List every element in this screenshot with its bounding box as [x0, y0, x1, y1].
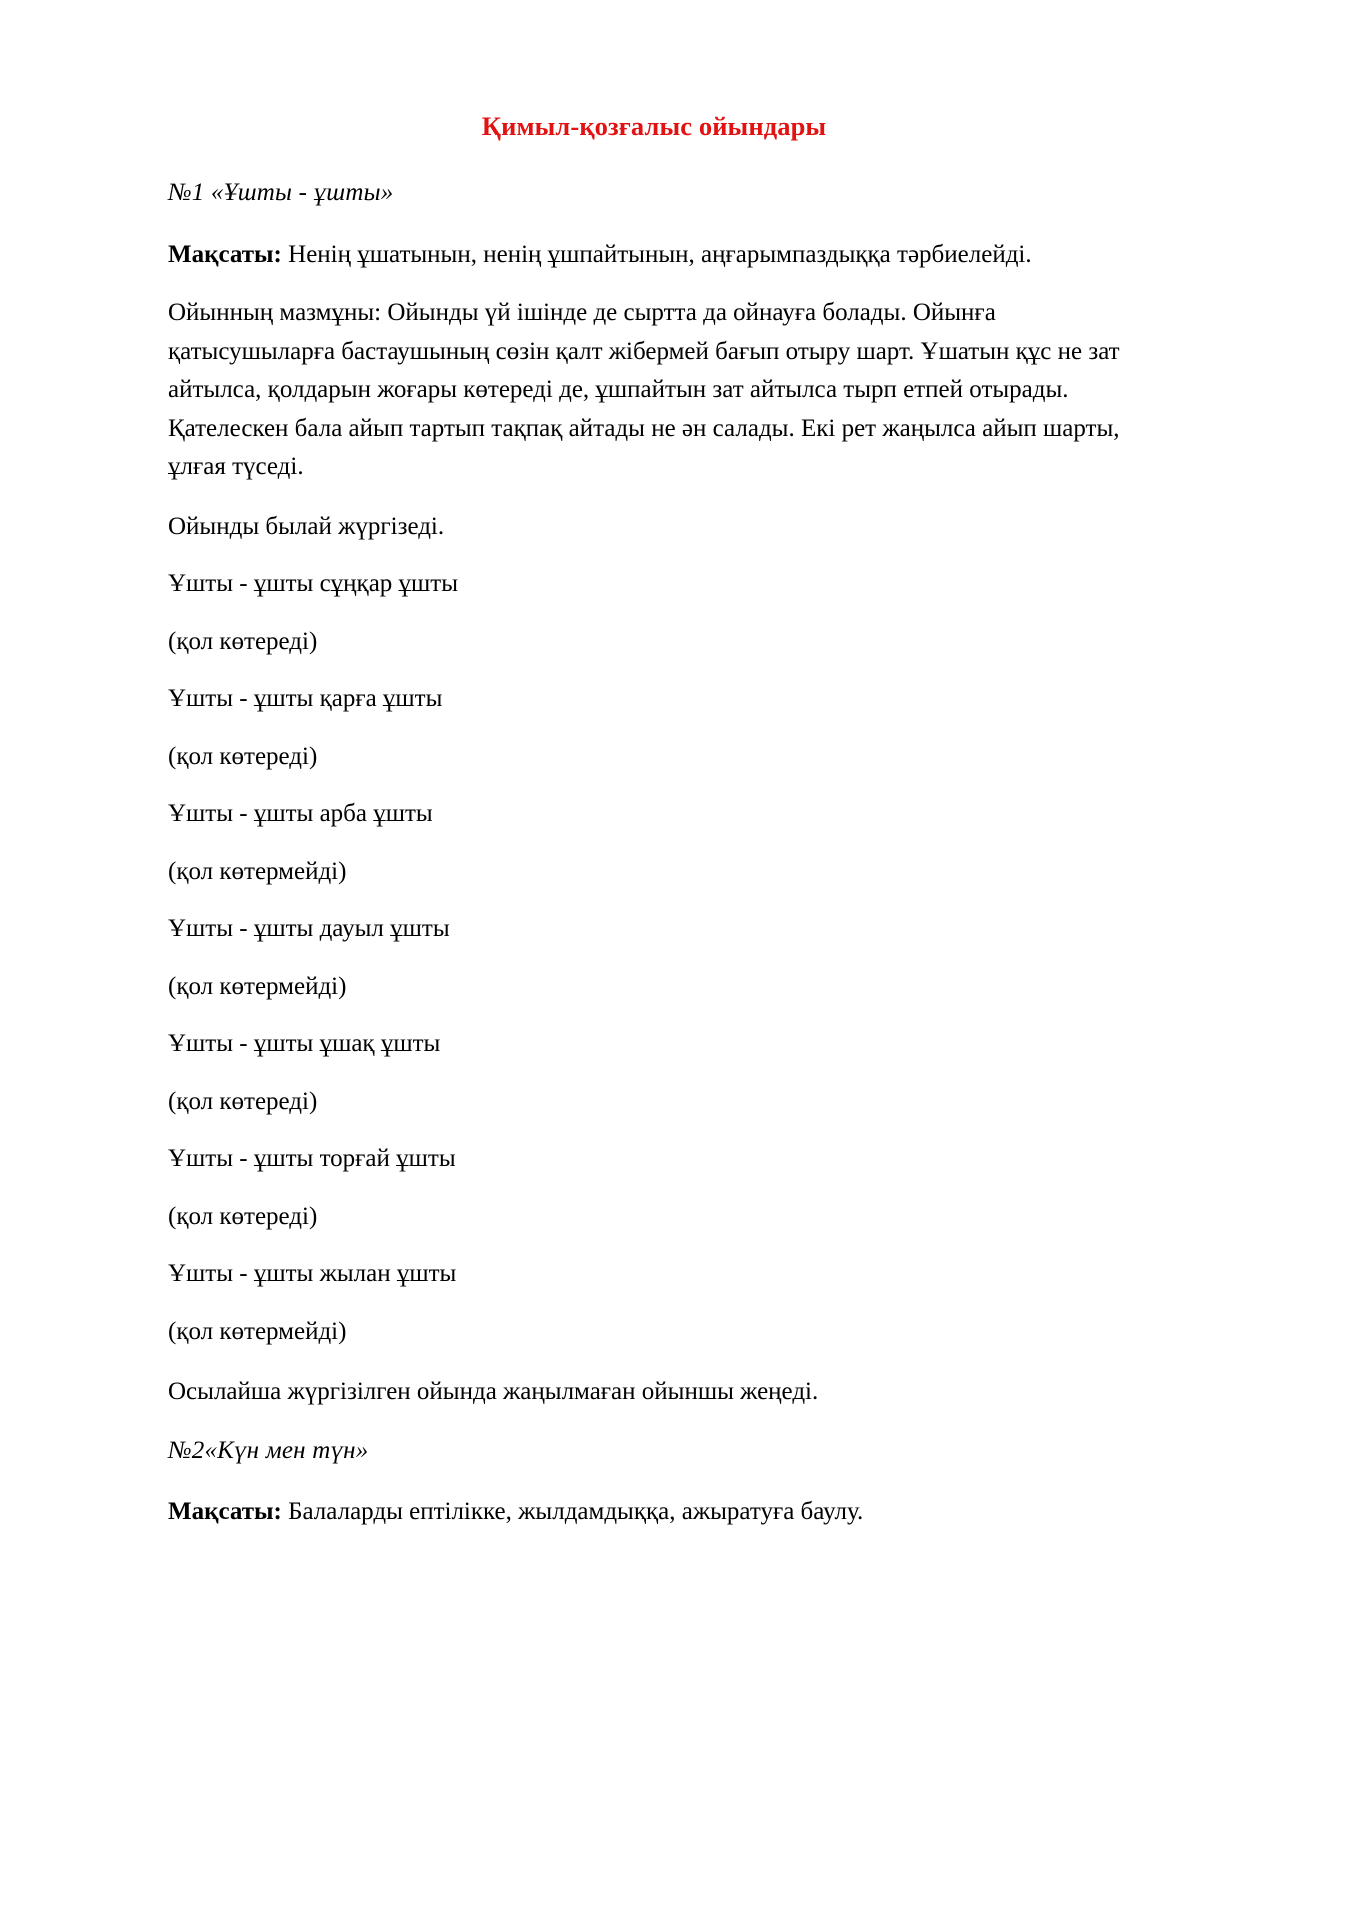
game-2-heading: №2«Күн мен түн»: [168, 1436, 369, 1464]
chant-call: Ұшты - ұшты ұшақ ұшты: [168, 1030, 441, 1058]
page-title: Қимыл-қозғалыс ойындары: [481, 111, 827, 141]
game-1-content-label: Ойынның мазмұны:: [168, 299, 382, 327]
chant-action: (қол көтермейді): [168, 857, 347, 885]
game-1-intro-line: Ойынды былай жүргізеді.: [168, 512, 445, 540]
game-2-goal-label: Мақсаты:: [168, 1498, 282, 1526]
chant-action: (қол көтереді): [168, 627, 318, 655]
game-2-goal-paragraph: [168, 1493, 1140, 1531]
chant-call: Ұшты - ұшты дауыл ұшты: [168, 915, 450, 943]
chant-action: (қол көтереді): [168, 1087, 318, 1115]
chant-action: (қол көтереді): [168, 742, 318, 770]
document-body: [168, 110, 1140, 1552]
chant-action: (қол көтереді): [168, 1202, 318, 1230]
game-1-goal-label: Мақсаты:: [168, 240, 282, 268]
game-1-goal-paragraph: [168, 236, 1140, 274]
chant-call: Ұшты - ұшты арба ұшты: [168, 800, 433, 828]
game-1-goal-text: Ненің ұшатынын, ненің ұшпайтынын, аңғарымпаздыққа тәрбиелейді.: [281, 240, 1032, 268]
chant-action: (қол көтермейді): [168, 972, 347, 1000]
game-1-content-paragraph: [168, 294, 1140, 487]
game-2-goal-text: Балаларды ептілікке, жылдамдыққа, ажыратуға баулу.: [281, 1498, 864, 1526]
chant-call: Ұшты - ұшты сұңқар ұшты: [168, 570, 459, 598]
game-1-heading: №1 «Ұшты - ұшты»: [168, 179, 394, 207]
game-1-content-text: Ойынды үй ішінде де сыртта да ойнауға болады. Ойынға қатысушыларға бастаушының сөзін қалт жібермей бағып отыру шарт. Ұшатын құс не зат айтылса, қолдарын жоғары көтереді де, ұшпайтын зат айтылса тырп етпей отырады. Қателескен бала айып тартып тақпақ айтады не ән салады. Екі рет жаңылса айып шарты, ұлғая түседі.: [168, 299, 1120, 481]
chant-call: Ұшты - ұшты қарға ұшты: [168, 685, 443, 713]
chant-call: Ұшты - ұшты торғай ұшты: [168, 1145, 456, 1173]
chant-call: Ұшты - ұшты жылан ұшты: [168, 1260, 457, 1288]
chant-action: (қол көтермейді): [168, 1317, 347, 1345]
game-1-closing-line: Осылайша жүргізілген ойында жаңылмаған ойыншы жеңеді.: [168, 1378, 819, 1406]
